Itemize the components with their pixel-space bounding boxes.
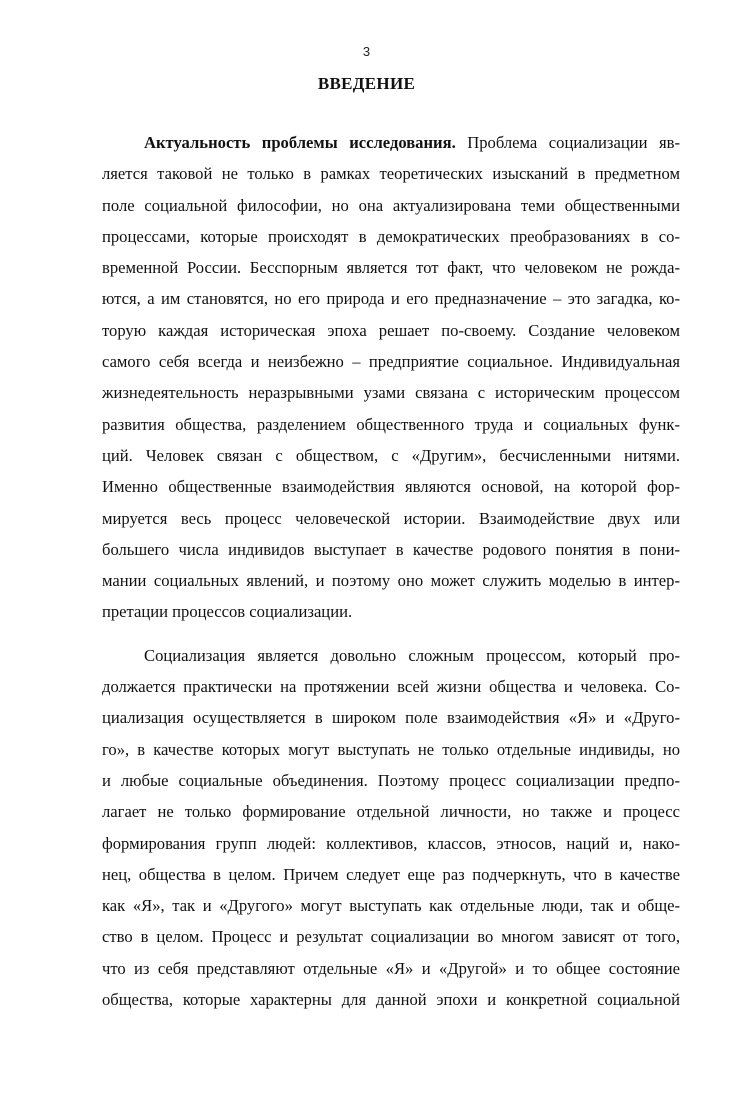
- paragraph-gap: [102, 628, 680, 640]
- paragraph-1-line: большего числа индивидов выступает в качестве родового понятия в пони-: [102, 539, 680, 559]
- paragraph-2-line: ство в целом. Процесс и результат социализации во многом зависят от того,: [102, 927, 680, 947]
- paragraph-1-line: временной России. Бесспорным является тот факт, что человеком не рожда-: [102, 258, 680, 278]
- paragraph-1-line: процессами, которые происходят в демократических преобразованиях в со-: [102, 226, 680, 246]
- paragraph-1-line: развития общества, разделением общественного труда и социальных функ-: [102, 414, 680, 434]
- paragraph-1-line: претации процессов социализации.: [102, 602, 353, 622]
- paragraph-2-line: формирования групп людей: коллективов, классов, этносов, наций и, нако-: [102, 833, 680, 853]
- paragraph-2-line: нец, общества в целом. Причем следует еще раз подчеркнуть, что в качестве: [102, 864, 680, 884]
- paragraph-2-line: как «Я», так и «Другого» могут выступать как отдельные люди, так и обще-: [102, 896, 680, 916]
- paragraph-1-line: мируется весь процесс человеческой истории. Взаимодействие двух или: [102, 508, 680, 528]
- paragraph-2-line: общества, которые характерны для данной эпохи и конкретной социальной: [102, 990, 680, 1010]
- section-heading: ВВЕДЕНИЕ: [317, 74, 416, 93]
- paragraph-2-line: лагает не только формирование отдельной личности, но также и процесс: [102, 802, 680, 822]
- paragraph-1-line: торую каждая историческая эпоха решает по-своему. Создание человеком: [102, 320, 680, 340]
- paragraph-2-line: циализация осуществляется в широком поле взаимодействия «Я» и «Друго-: [102, 708, 680, 728]
- paragraph-2-line: что из себя представляют отдельные «Я» и «Другой» и то общее состояние: [102, 958, 680, 978]
- paragraph-1-line: ются, а им становятся, но его природа и его предназначение – это загадка, ко-: [102, 289, 680, 309]
- line-text: Проблема социализации яв-: [455, 133, 680, 152]
- paragraph-2-line: должается практически на протяжении всей жизни общества и человека. Со-: [102, 677, 680, 697]
- paragraph-2-line: Социализация является довольно сложным процессом, который про-: [144, 645, 680, 665]
- paragraph-1-line: самого себя всегда и неизбежно – предприятие социальное. Индивидуальная: [102, 352, 680, 372]
- paragraph-1-line: мании социальных явлений, и поэтому оно может служить моделью в интер-: [102, 571, 680, 591]
- paragraph-2-line: го», в качестве которых могут выступать не только отдельные индивиды, но: [102, 739, 680, 759]
- paragraph-1-line: ций. Человек связан с обществом, с «Другим», бесчисленными нитями.: [102, 445, 680, 465]
- paragraph-2-line: и любые социальные объединения. Поэтому процесс социализации предпо-: [102, 770, 680, 790]
- paragraph-1-line: жизнедеятельность неразрывными узами связана с историческим процессом: [102, 383, 680, 403]
- body-text: [102, 127, 680, 1015]
- paragraph-1-line: ляется таковой не только в рамках теоретических изысканий в предметном: [102, 164, 680, 184]
- paragraph-1-line: [102, 127, 680, 158]
- page-number: 3: [362, 44, 371, 59]
- lead-phrase: Актуальность проблемы исследования.: [144, 133, 456, 152]
- paragraph-1-line: Именно общественные взаимодействия являются основой, на которой фор-: [102, 477, 680, 497]
- paragraph-1-line: поле социальной философии, но она актуализирована теми общественными: [102, 195, 680, 215]
